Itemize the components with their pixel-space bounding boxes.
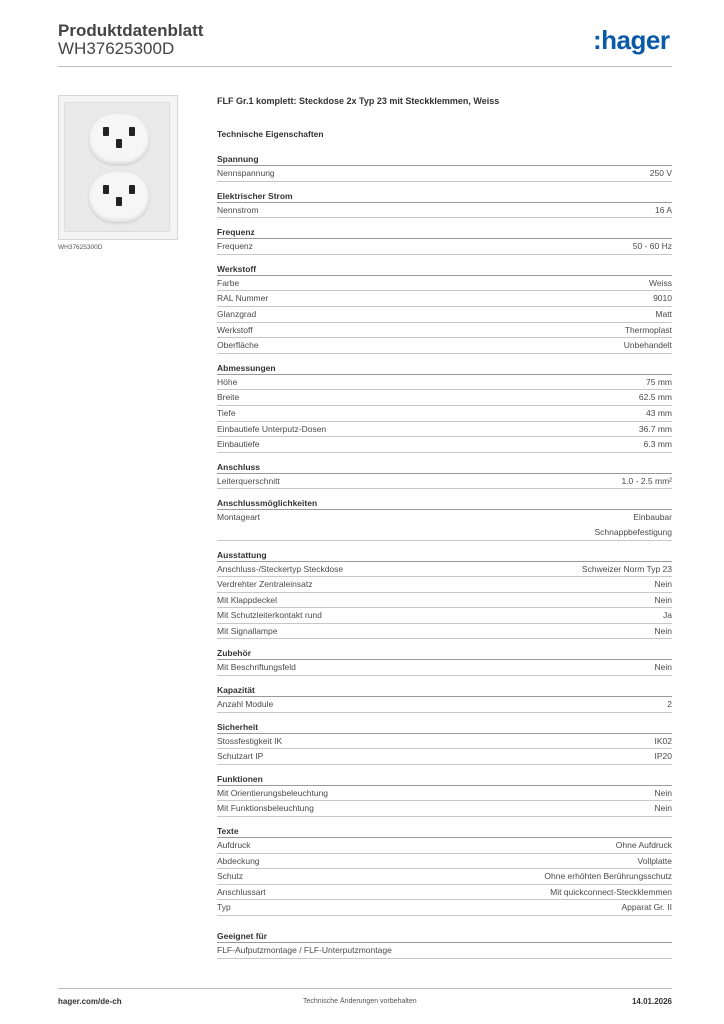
spec-value: 250 V	[649, 168, 672, 178]
spec-value: Nein	[654, 662, 672, 673]
spec-label: Höhe	[217, 376, 238, 387]
spec-label: RAL Nummer	[217, 293, 269, 304]
spec-value: Nein	[654, 803, 672, 814]
spec-label: Anschluss-/Steckertyp Steckdose	[217, 563, 344, 574]
spec-label: Anschlussart	[217, 886, 266, 897]
header-divider	[58, 66, 672, 67]
spec-section	[217, 497, 672, 540]
spec-section	[217, 647, 672, 676]
spec-row	[217, 697, 672, 713]
spec-row	[217, 307, 672, 323]
section-title: Spannung	[217, 153, 672, 166]
spec-row	[217, 608, 672, 624]
spec-label: Mit Schutzleiterkontakt rund	[217, 610, 322, 621]
socket-pin	[103, 127, 109, 136]
spec-row	[217, 624, 672, 640]
product-code: WH37625300D	[58, 39, 175, 58]
spec-value: Nein	[654, 594, 672, 605]
footer-divider	[58, 988, 672, 989]
spec-row	[217, 660, 672, 676]
spec-section	[217, 773, 672, 817]
section-title: Anschlussmöglichkeiten	[217, 497, 672, 510]
product-image	[58, 95, 178, 240]
spec-label: Nennstrom	[217, 204, 259, 215]
spec-section	[217, 362, 672, 453]
tech-heading: Technische Eigenschaften	[217, 129, 324, 139]
spec-row	[217, 900, 672, 916]
spec-value: Thermoplast	[624, 324, 672, 335]
spec-label: Anzahl Module	[217, 699, 274, 710]
spec-label: Werkstoff	[217, 324, 253, 335]
spec-label: Einbautiefe	[217, 439, 260, 450]
spec-label: Schutzart IP	[217, 751, 264, 762]
spec-value: Nein	[654, 579, 672, 590]
spec-value: 62.5 mm	[638, 392, 672, 403]
spec-label: Mit Orientierungsbeleuchtung	[217, 787, 329, 798]
spec-label: Glanzgrad	[217, 308, 257, 319]
footer-disclaimer: Technische Änderungen vorbehalten	[303, 998, 417, 1005]
section-title: Werkstoff	[217, 263, 672, 276]
section-title: Funktionen	[217, 773, 672, 786]
spec-label: Aufdruck	[217, 840, 251, 851]
spec-label: Verdrehter Zentraleinsatz	[217, 579, 313, 590]
spec-value: 43 mm	[646, 407, 672, 418]
section-title: Texte	[217, 825, 672, 838]
spec-label: Mit Klappdeckel	[217, 594, 278, 605]
spec-row	[217, 562, 672, 578]
spec-row	[217, 838, 672, 854]
spec-row	[217, 474, 672, 490]
spec-row	[217, 406, 672, 422]
spec-row	[217, 166, 672, 182]
spec-value: Nein	[654, 787, 672, 798]
spec-label: Oberfläche	[217, 340, 259, 351]
spec-section	[217, 684, 672, 713]
spec-row	[217, 734, 672, 750]
spec-label: Mit Beschriftungsfeld	[217, 662, 296, 673]
spec-row	[217, 593, 672, 609]
spec-label: Stossfestigkeit IK	[217, 735, 283, 746]
spec-value: Weiss	[649, 277, 672, 288]
section-title: Frequenz	[217, 226, 672, 239]
spec-value: Apparat Gr. II	[621, 902, 672, 913]
spec-section	[217, 825, 672, 916]
socket-pin	[116, 197, 122, 206]
spec-value: Nein	[654, 625, 672, 636]
spec-row	[217, 786, 672, 802]
spec-row	[217, 203, 672, 219]
spec-section	[217, 190, 672, 219]
spec-label: Farbe	[217, 277, 240, 288]
socket-outlet-top	[89, 114, 149, 164]
spec-label: Nennspannung	[217, 168, 275, 178]
section-title: Sicherheit	[217, 721, 672, 734]
spec-label: Breite	[217, 392, 240, 403]
spec-value: IP20	[654, 751, 672, 762]
spec-section	[217, 461, 672, 490]
spec-row	[217, 869, 672, 885]
footer-website: hager.com/de-ch	[58, 997, 122, 1006]
socket-outlet-bottom	[89, 172, 149, 222]
spec-value: Ja	[663, 610, 672, 621]
image-caption: WH37625300D	[58, 244, 103, 251]
spec-value: Ohne Aufdruck	[615, 840, 672, 851]
spec-section	[217, 153, 672, 182]
hager-logo: :hager	[593, 25, 670, 55]
spec-value: Schweizer Norm Typ 23	[581, 563, 672, 574]
spec-row	[217, 854, 672, 870]
spec-label: Tiefe	[217, 407, 236, 418]
spec-row	[217, 510, 672, 540]
socket-pin	[129, 127, 135, 136]
spec-value: Matt	[655, 308, 672, 319]
spec-section	[217, 721, 672, 765]
spec-label: Leiterquerschnitt	[217, 475, 280, 486]
spec-label: Frequenz	[217, 241, 253, 252]
spec-row	[217, 801, 672, 817]
spec-row	[217, 885, 672, 901]
spec-label: Einbautiefe Unterputz-Dosen	[217, 423, 327, 434]
spec-row	[217, 749, 672, 765]
spec-row	[217, 390, 672, 406]
section-title: Anschluss	[217, 461, 672, 474]
section-title: Abmessungen	[217, 362, 672, 375]
spec-value: 36.7 mm	[638, 423, 672, 434]
spec-row	[217, 291, 672, 307]
spec-value: Mit quickconnect-Steckklemmen	[550, 886, 672, 897]
suitable-section	[217, 930, 672, 959]
spec-value: 2	[667, 699, 672, 710]
socket-plate	[64, 102, 170, 232]
socket-pin	[129, 185, 135, 194]
spec-section	[217, 549, 672, 640]
spec-row	[217, 375, 672, 391]
spec-row	[217, 323, 672, 339]
spec-value: 9010	[653, 293, 672, 304]
spec-row	[217, 577, 672, 593]
spec-value: Einbaubar Schnappbefestigung	[594, 512, 672, 537]
footer-date: 14.01.2026	[631, 997, 672, 1006]
spec-label: Abdeckung	[217, 855, 260, 866]
spec-row	[217, 943, 672, 959]
page-title: Produktdatenblatt	[58, 21, 204, 40]
suitable-text: FLF-Aufputzmontage / FLF-Unterputzmontage	[217, 945, 392, 955]
spec-label: Montageart	[217, 512, 260, 523]
section-title: Elektrischer Strom	[217, 190, 672, 203]
section-title: Kapazität	[217, 684, 672, 697]
section-title: Zubehör	[217, 647, 672, 660]
socket-pin	[116, 139, 122, 148]
spec-section	[217, 263, 672, 354]
spec-value: 16 A	[654, 204, 672, 215]
spec-section	[217, 226, 672, 255]
spec-value: IK02	[654, 735, 672, 746]
spec-value: Vollplatte	[637, 855, 672, 866]
spec-sections	[217, 153, 672, 916]
spec-label: Typ	[217, 902, 231, 913]
spec-label: Mit Signallampe	[217, 625, 278, 636]
spec-value: 1.0 - 2.5 mm²	[621, 475, 672, 486]
product-title: FLF Gr.1 komplett: Steckdose 2x Typ 23 mit Steckklemmen, Weiss	[217, 96, 500, 106]
spec-row	[217, 338, 672, 354]
spec-value: 6.3 mm	[643, 439, 672, 450]
section-title: Ausstattung	[217, 549, 672, 562]
spec-row	[217, 422, 672, 438]
section-title: Geeignet für	[217, 930, 672, 943]
spec-value: Ohne erhöhten Berührungsschutz	[544, 871, 672, 882]
spec-row	[217, 239, 672, 255]
spec-row	[217, 437, 672, 453]
spec-value: 50 - 60 Hz	[632, 241, 672, 252]
socket-pin	[103, 185, 109, 194]
spec-value: Unbehandelt	[623, 340, 672, 351]
spec-content	[217, 96, 672, 967]
spec-value: 75 mm	[646, 376, 672, 387]
spec-label: Schutz	[217, 871, 243, 882]
spec-label: Mit Funktionsbeleuchtung	[217, 803, 314, 814]
spec-row	[217, 276, 672, 292]
